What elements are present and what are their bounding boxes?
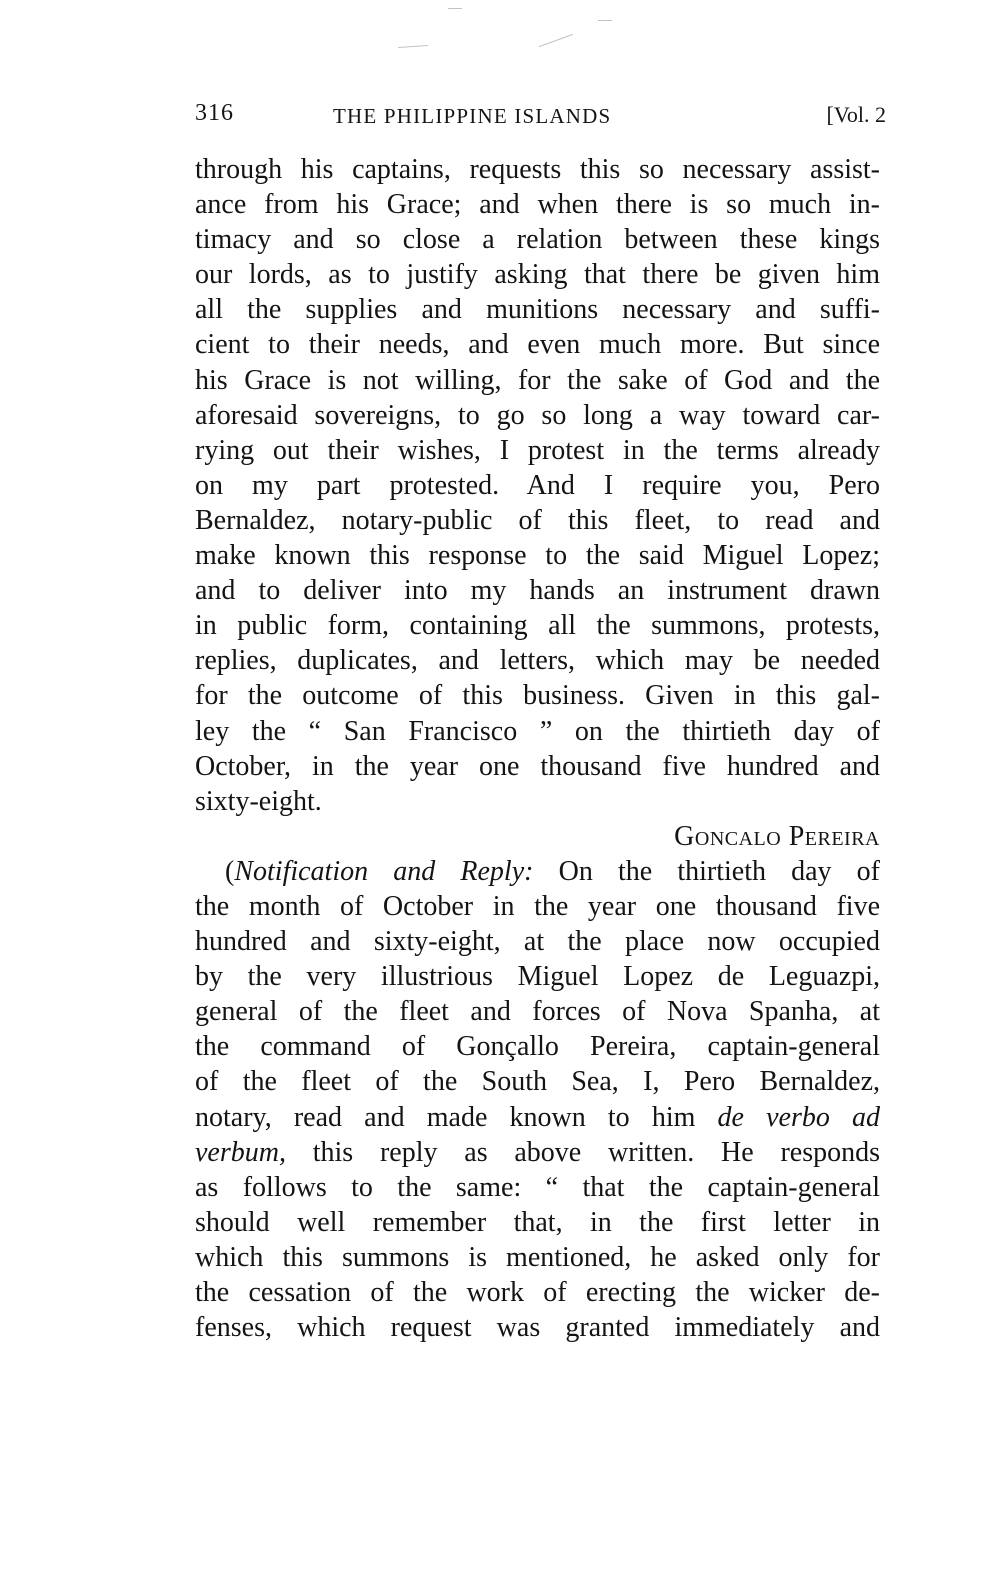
text-line: our lords, as to justify asking that there be given him: [195, 259, 880, 291]
text-segment: this reply as above written. He responds: [285, 1136, 880, 1168]
text-line: on my part protested. And I require you, Pero: [195, 469, 880, 501]
text-line: fenses, which request was granted immediately and: [195, 1312, 880, 1344]
text-line: general of the fleet and forces of Nova Spanha, at: [195, 996, 880, 1028]
text-line: cient to their needs, and even much more. But since: [195, 329, 880, 361]
running-header: [195, 100, 886, 132]
text-line: ance from his Grace; and when there is so much in-: [195, 189, 880, 221]
text-segment: On the thirtieth day of: [533, 855, 881, 887]
text-line: timacy and so close a relation between these kings: [195, 224, 880, 256]
latin-phrase: de verbo ad: [717, 1101, 880, 1133]
signature: Goncalo Pereira: [674, 820, 880, 852]
text-line: ley the “ San Francisco ” on the thirtieth day of: [195, 715, 880, 747]
text-line: the command of Gonçallo Pereira, captain-general: [195, 1031, 880, 1063]
scan-artifact: [539, 34, 573, 47]
scan-artifact: [598, 20, 612, 21]
text-line: as follows to the same: “ that the captain-general: [195, 1171, 880, 1203]
text-line: the month of October in the year one thousand five: [195, 890, 880, 922]
text-line: [195, 1100, 880, 1135]
text-line: and to deliver into my hands an instrument drawn: [195, 575, 880, 607]
volume-label: [Vol. 2: [826, 102, 886, 127]
text-line: should well remember that, in the first letter in: [195, 1206, 880, 1238]
text-line: his Grace is not willing, for the sake of God and the: [195, 364, 880, 396]
text-line: through his captains, requests this so necessary assist-: [195, 154, 880, 185]
scan-artifact: [448, 8, 462, 9]
text-segment: notary, read and made known to him: [195, 1101, 718, 1133]
text-line: replies, duplicates, and letters, which may be needed: [195, 645, 880, 677]
paragraph-protest: [195, 152, 880, 819]
text-line: aforesaid sovereigns, to go so long a way toward car-: [195, 399, 880, 431]
running-title: THE PHILIPPINE ISLANDS: [333, 104, 612, 128]
text-line: for the outcome of this business. Given in this gal-: [195, 680, 880, 712]
heading-paren: (: [225, 855, 235, 887]
page-number: 316: [195, 100, 234, 126]
text-line: hundred and sixty-eight, at the place now occupied: [195, 926, 880, 958]
text-line: sixty-eight.: [195, 785, 322, 817]
text-line: Bernaldez, notary-public of this fleet, to read and: [195, 504, 880, 536]
text-line: [195, 854, 880, 889]
text-line: rying out their wishes, I protest in the terms already: [195, 434, 880, 466]
scan-artifact: [398, 45, 428, 48]
text-line: which this summons is mentioned, he asked only for: [195, 1241, 880, 1273]
text-line: in public form, containing all the summons, protests,: [195, 610, 880, 642]
text-line: of the fleet of the South Sea, I, Pero Bernaldez,: [195, 1066, 880, 1098]
paragraph-notification: [195, 854, 880, 1345]
text-line: October, in the year one thousand five hundred and: [195, 750, 880, 782]
text-line: [195, 1135, 880, 1170]
text-line: the cessation of the work of erecting the wicker de-: [195, 1277, 880, 1308]
text-line: all the supplies and munitions necessary and suffi-: [195, 294, 880, 326]
text-line: by the very illustrious Miguel Lopez de Leguazpi,: [195, 961, 880, 993]
notification-heading: Notification and Reply:: [234, 855, 534, 887]
latin-phrase: verbum,: [195, 1136, 286, 1168]
page-body: [195, 152, 880, 1345]
text-line: make known this response to the said Miguel Lopez;: [195, 540, 880, 572]
